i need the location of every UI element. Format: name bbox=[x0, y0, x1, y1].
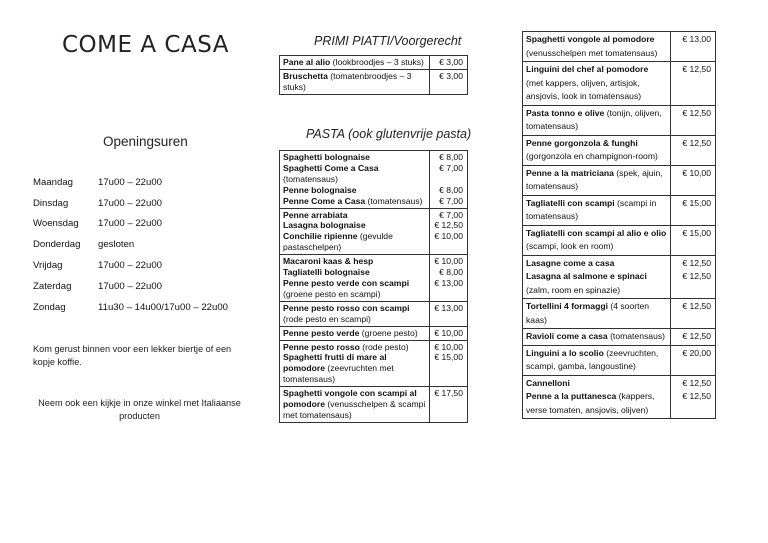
menu-row bbox=[523, 195, 716, 225]
dish-price: € 3,00 bbox=[430, 56, 468, 70]
menu-row bbox=[523, 225, 716, 255]
opening-hours-list bbox=[33, 172, 263, 318]
dish-name: Penne bolognaise bbox=[283, 184, 357, 195]
dish-description: (gorgonzola en champignon-room) bbox=[526, 151, 658, 161]
dish-description: (rode pesto en scampi) bbox=[283, 313, 371, 324]
menu-row bbox=[523, 62, 716, 106]
menu-line bbox=[526, 197, 667, 224]
hours-day: Zondag bbox=[33, 301, 66, 313]
hours-day: Zaterdag bbox=[33, 280, 72, 292]
primi-menu-table bbox=[279, 55, 468, 95]
menu-line bbox=[283, 163, 426, 185]
beer-coffee-note: Kom gerust binnen voor een lekker biertje of een kopje koffie. bbox=[33, 344, 232, 367]
hours-time: 17u00 – 22u00 bbox=[98, 280, 163, 292]
dish-name: Penne pesto rosso bbox=[283, 341, 360, 352]
hours-time: 17u00 – 22u00 bbox=[98, 218, 163, 230]
menu-item bbox=[523, 299, 671, 329]
menu-row bbox=[280, 56, 468, 70]
dish-description: (tomatenbroodjes – 3 stuks) bbox=[283, 70, 412, 92]
menu-line bbox=[283, 342, 426, 353]
dish-name: Tagliatelli con scampi bbox=[526, 197, 615, 208]
menu-row bbox=[280, 255, 468, 302]
price-line: € 10,00 bbox=[434, 256, 463, 267]
hours-row bbox=[33, 276, 263, 297]
pasta-menu-table-continued bbox=[522, 31, 716, 419]
dish-price bbox=[671, 345, 716, 375]
dish-price bbox=[671, 62, 716, 106]
menu-row bbox=[523, 105, 716, 135]
hours-day: Dinsdag bbox=[33, 197, 69, 209]
dish-price bbox=[430, 151, 468, 209]
dish-price bbox=[671, 32, 716, 62]
dish-name: Pasta tonno e olive bbox=[526, 107, 605, 118]
menu-item bbox=[523, 165, 671, 195]
hours-time: 17u00 – 22u00 bbox=[98, 176, 163, 188]
hours-time: 17u00 – 22u00 bbox=[98, 260, 163, 272]
hours-row bbox=[33, 255, 263, 276]
dish-description: (spek, ajuin, tomatensaus) bbox=[526, 167, 663, 191]
menu-line bbox=[283, 278, 426, 300]
dish-price bbox=[430, 387, 468, 423]
dish-name: Spaghetti vongole al pomodore bbox=[526, 34, 655, 44]
menu-row bbox=[523, 329, 716, 346]
price-line bbox=[433, 174, 463, 185]
price-line: € 7,00 bbox=[439, 209, 463, 220]
price-line: € 12,50 bbox=[682, 64, 711, 74]
menu-item bbox=[523, 32, 671, 62]
price-line: € 8,00 bbox=[439, 152, 463, 162]
menu-line bbox=[526, 270, 667, 297]
dish-name: Macaroni kaas & hesp bbox=[283, 256, 374, 267]
dish-name: Conchilie ripienne bbox=[283, 231, 358, 242]
menu-line bbox=[526, 33, 667, 60]
price-line: € 15,00 bbox=[682, 197, 711, 208]
dish-name: Penne a la puttanesca bbox=[526, 391, 617, 401]
dish-price bbox=[671, 195, 716, 225]
menu-line bbox=[526, 167, 667, 194]
price-line: € 10,00 bbox=[434, 327, 463, 338]
dish-price: € 3,00 bbox=[430, 69, 468, 94]
menu-item bbox=[280, 326, 430, 340]
menu-row bbox=[523, 345, 716, 375]
menu-item bbox=[280, 387, 430, 423]
menu-item bbox=[523, 195, 671, 225]
menu-item bbox=[280, 56, 430, 70]
dish-name: Linguini del chef al pomodore bbox=[526, 64, 649, 74]
menu-line bbox=[526, 257, 667, 271]
menu-item bbox=[280, 301, 430, 326]
price-line: € 15,00 bbox=[434, 352, 463, 363]
hours-day: Woensdag bbox=[33, 218, 79, 230]
dish-name: Penne pesto verde con scampi bbox=[283, 277, 410, 288]
price-line: € 12,50 bbox=[682, 271, 711, 281]
price-line: € 10,00 bbox=[682, 167, 711, 178]
dish-name: Tagliatelli bolognaise bbox=[283, 267, 370, 278]
menu-line bbox=[526, 377, 667, 391]
primi-section-title: PRIMI PIATTI/Voorgerecht bbox=[314, 34, 462, 48]
dish-description: (zalm, room en spinazie) bbox=[526, 284, 621, 295]
dish-description: (tomatensaus) bbox=[365, 195, 423, 206]
dish-name: Penne pesto verde bbox=[283, 327, 360, 338]
opening-hours-title: Openingsuren bbox=[103, 134, 188, 149]
menu-line bbox=[283, 231, 426, 253]
menu-item bbox=[523, 329, 671, 346]
hours-day: Donderdag bbox=[33, 239, 81, 251]
hours-row bbox=[33, 234, 263, 255]
price-line: € 20,00 bbox=[682, 347, 711, 358]
menu-row bbox=[280, 208, 468, 255]
price-line: € 12,50 bbox=[682, 331, 711, 341]
menu-line bbox=[283, 256, 426, 267]
menu-line bbox=[526, 347, 667, 374]
menu-row bbox=[523, 135, 716, 165]
price-line: € 12,50 bbox=[682, 301, 711, 311]
dish-price bbox=[671, 135, 716, 165]
menu-line bbox=[283, 220, 426, 231]
dish-name: Cannelloni bbox=[526, 377, 570, 388]
menu-line bbox=[526, 137, 667, 164]
dish-name: Penne Come a Casa bbox=[283, 195, 366, 206]
price-line: € 13,00 bbox=[434, 302, 463, 313]
dish-name: Tortellini 4 formaggi bbox=[526, 301, 608, 311]
menu-item bbox=[523, 345, 671, 375]
dish-description: (venusschelpen met tomatensaus) bbox=[526, 47, 658, 58]
dish-name: Penne gorgonzola & funghi bbox=[526, 137, 638, 148]
dish-description: (scampi, look en room) bbox=[526, 241, 614, 251]
menu-line bbox=[526, 330, 667, 344]
hours-time: 17u00 – 22u00 bbox=[98, 197, 163, 209]
dish-price bbox=[430, 208, 468, 255]
price-line: € 12,50 bbox=[682, 257, 711, 268]
dish-description: (scampi in tomatensaus) bbox=[526, 197, 657, 221]
dish-price bbox=[430, 340, 468, 387]
price-line: € 13,00 bbox=[434, 277, 463, 288]
menu-row bbox=[523, 32, 716, 62]
menu-item bbox=[523, 375, 671, 419]
dish-description: (kappers, verse tomaten, ansjovis, olijven) bbox=[526, 391, 655, 415]
dish-description: (tomatensaus) bbox=[607, 331, 666, 341]
menu-row bbox=[280, 301, 468, 326]
dish-description: (groene pesto) bbox=[359, 327, 418, 338]
dish-description: (4 soorten kaas) bbox=[526, 301, 650, 325]
pasta-section-title: PASTA (ook glutenvrije pasta) bbox=[306, 127, 472, 141]
dish-name: Lasagna al salmone e spinaci bbox=[526, 271, 647, 281]
dish-price bbox=[671, 329, 716, 346]
dish-description: (rode pesto) bbox=[359, 341, 409, 352]
dish-price bbox=[430, 301, 468, 326]
menu-item bbox=[280, 151, 430, 209]
dish-name: Spaghetti vongole con scampi al pomodore bbox=[283, 388, 417, 410]
hours-time: gesloten bbox=[98, 239, 135, 251]
menu-line bbox=[526, 300, 667, 327]
dish-price bbox=[430, 326, 468, 340]
menu-line bbox=[283, 303, 426, 325]
restaurant-name: COME A CASA bbox=[62, 32, 229, 58]
menu-item bbox=[280, 340, 430, 387]
menu-line bbox=[283, 388, 426, 421]
dish-description: (tomatensaus) bbox=[283, 173, 338, 184]
dish-name: Tagliatelli con scampi al alio e olio bbox=[526, 227, 667, 238]
dish-price bbox=[430, 255, 468, 302]
hours-row bbox=[33, 172, 263, 193]
menu-line bbox=[283, 210, 426, 221]
hours-row bbox=[33, 214, 263, 235]
dish-price bbox=[671, 299, 716, 329]
price-line: € 10,00 bbox=[434, 341, 463, 352]
dish-price bbox=[671, 225, 716, 255]
menu-row bbox=[280, 151, 468, 209]
dish-name: Spaghetti frutti di mare al pomodore bbox=[283, 352, 387, 374]
menu-item bbox=[523, 255, 671, 299]
pasta-menu-table bbox=[279, 150, 468, 423]
menu-item bbox=[523, 225, 671, 255]
dish-name: Lasagna bolognaise bbox=[283, 220, 366, 231]
dish-description: (met kappers, olijven, artisjok, ansjovis, look in tomatensaus) bbox=[526, 77, 642, 101]
dish-description: (tonijn, olijven, tomatensaus) bbox=[526, 107, 662, 131]
price-line: € 10,00 bbox=[434, 231, 463, 242]
dish-name: Linguini a lo scolio bbox=[526, 347, 604, 358]
price-line: € 7,00 bbox=[439, 162, 463, 173]
dish-name: Bruschetta bbox=[283, 70, 328, 81]
menu-row bbox=[523, 375, 716, 419]
price-line: € 12,50 bbox=[682, 391, 711, 401]
menu-item bbox=[523, 62, 671, 106]
price-line: € 15,00 bbox=[682, 227, 711, 238]
price-line: € 13,00 bbox=[682, 34, 711, 44]
dish-price bbox=[671, 255, 716, 299]
dish-description: (zeevruchten, scampi, gamba, langoustine) bbox=[526, 347, 659, 371]
price-line: € 12,50 bbox=[682, 377, 711, 388]
menu-row bbox=[523, 299, 716, 329]
menu-line bbox=[283, 352, 426, 385]
menu-line bbox=[526, 390, 667, 417]
menu-line bbox=[283, 328, 426, 339]
price-line: € 12,50 bbox=[682, 107, 711, 118]
menu-item bbox=[280, 255, 430, 302]
dish-description: (gevulde pastaschelpen) bbox=[283, 231, 393, 253]
dish-description: (venusschelpen & scampi met tomatensaus) bbox=[283, 399, 426, 420]
dish-price bbox=[671, 105, 716, 135]
dish-name: Lasagne come a casa bbox=[526, 257, 615, 268]
price-line: € 12,50 bbox=[682, 137, 711, 148]
menu-item bbox=[523, 105, 671, 135]
price-line: € 8,00 bbox=[439, 267, 463, 278]
hours-day: Maandag bbox=[33, 176, 74, 188]
dish-name: Penne a la matriciana bbox=[526, 167, 614, 178]
dish-name: Spaghetti Come a Casa bbox=[283, 162, 379, 173]
menu-line bbox=[526, 107, 667, 134]
dish-description: (lookbroodjes – 3 stuks) bbox=[330, 57, 424, 67]
dish-price bbox=[671, 375, 716, 419]
hours-time: 11u30 – 14u00/17u00 – 22u00 bbox=[98, 301, 228, 313]
price-line: € 7,00 bbox=[439, 195, 463, 206]
menu-item bbox=[523, 135, 671, 165]
hours-row bbox=[33, 193, 263, 214]
dish-description: (zeevruchten met tomatensaus) bbox=[283, 363, 394, 385]
menu-row bbox=[523, 165, 716, 195]
dish-price bbox=[671, 165, 716, 195]
menu-line bbox=[283, 196, 426, 207]
dish-description: (groene pesto en scampi) bbox=[283, 288, 381, 299]
menu-item bbox=[280, 69, 430, 94]
menu-row bbox=[280, 69, 468, 94]
menu-row bbox=[280, 326, 468, 340]
menu-line bbox=[283, 185, 426, 196]
menu-row bbox=[280, 340, 468, 387]
dish-name: Pane al alio bbox=[283, 57, 331, 67]
shop-note: Neem ook een kijkje in onze winkel met Italiaanse producten bbox=[38, 398, 241, 421]
menu-line bbox=[526, 227, 667, 254]
dish-name: Ravioli come a casa bbox=[526, 331, 608, 341]
dish-name: Penne pesto rosso con scampi bbox=[283, 302, 410, 313]
menu-item bbox=[280, 208, 430, 255]
menu-row bbox=[280, 387, 468, 423]
menu-line bbox=[283, 152, 426, 163]
hours-row bbox=[33, 297, 263, 318]
menu-row bbox=[523, 255, 716, 299]
dish-name: Spaghetti bolognaise bbox=[283, 152, 370, 162]
price-line: € 12,50 bbox=[434, 220, 463, 231]
price-line: € 17,50 bbox=[434, 388, 463, 399]
dish-name: Penne arrabiata bbox=[283, 209, 348, 220]
menu-line bbox=[526, 63, 667, 104]
hours-day: Vrijdag bbox=[33, 260, 63, 272]
menu-line bbox=[283, 267, 426, 278]
price-line: € 8,00 bbox=[439, 184, 463, 195]
